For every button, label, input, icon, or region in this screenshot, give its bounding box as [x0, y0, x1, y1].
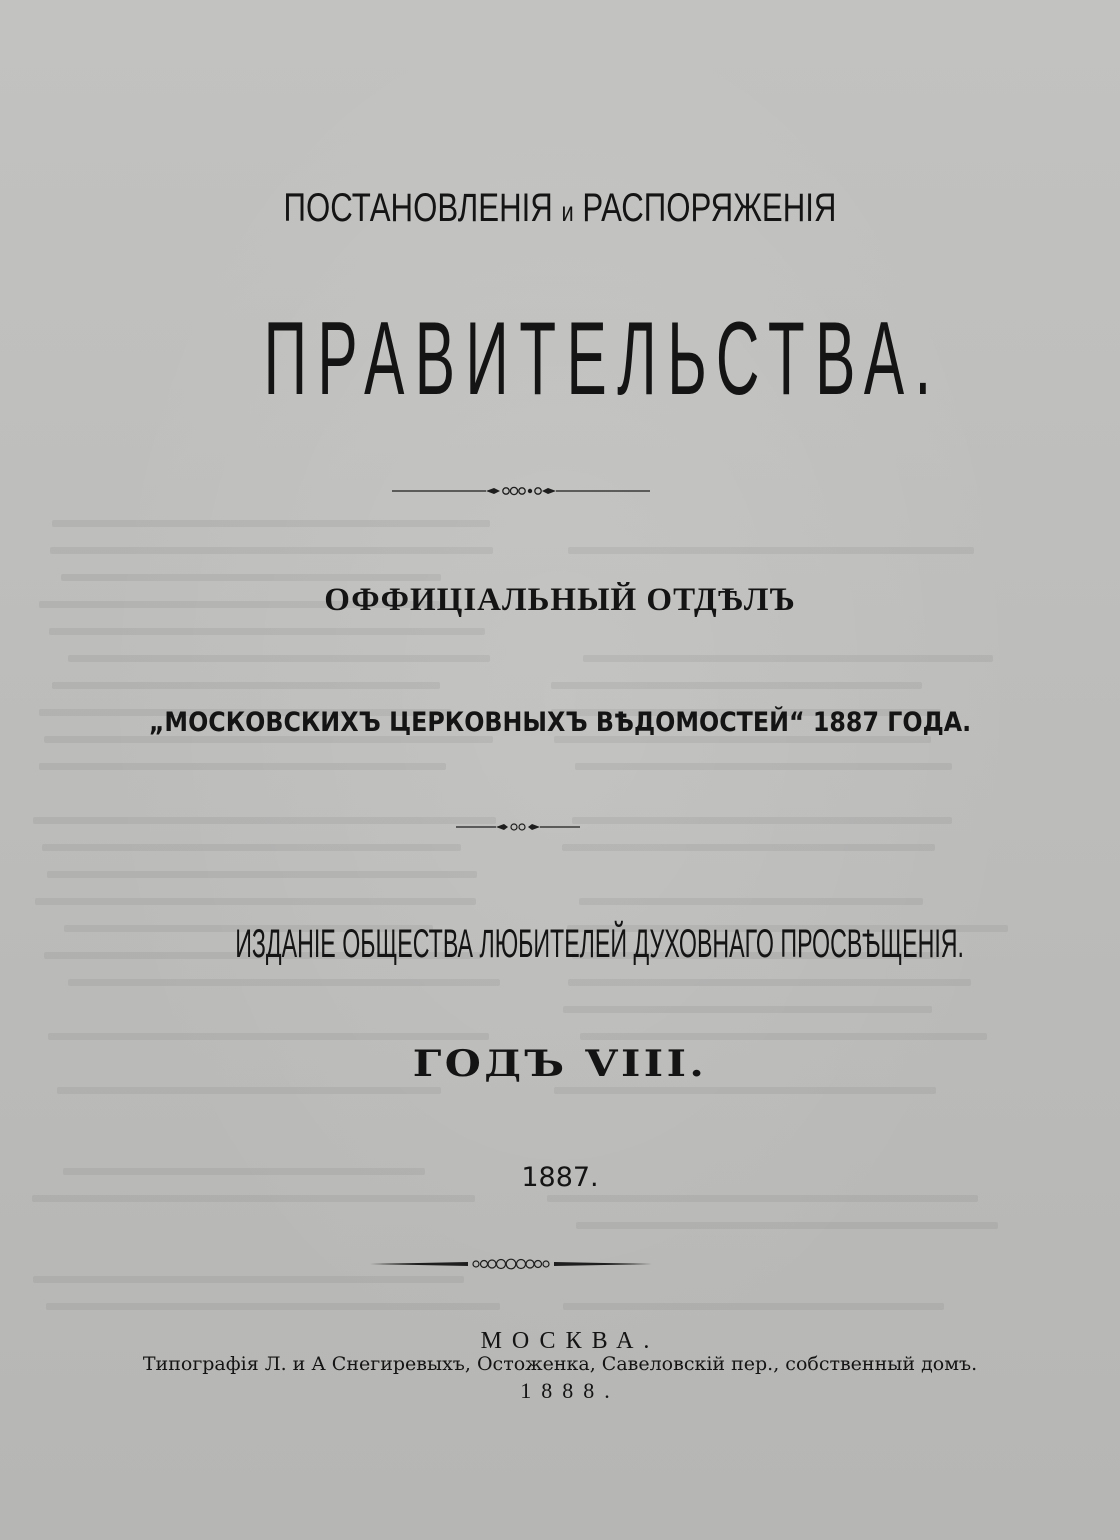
- imprint-city: МОСКВА.: [480, 1328, 660, 1354]
- bleed-through-line: [562, 844, 935, 851]
- bleed-through-line: [39, 763, 446, 770]
- volume-year-label: ГОДЪ VIII.: [412, 1043, 708, 1085]
- bleed-through-line: [551, 682, 922, 689]
- bleed-through-line: [576, 1222, 998, 1229]
- bleed-through-line: [35, 898, 476, 905]
- publisher-society: ИЗДАНІЕ ОБЩЕСТВА ЛЮБИТЕЛЕЙ ДУХОВНАГО ПРОСВѢЩЕНІЯ.: [235, 922, 964, 966]
- ornament-divider-1: [390, 484, 652, 498]
- bleed-through-line: [47, 871, 477, 878]
- bleed-through-line: [52, 520, 490, 527]
- bleed-through-line: [547, 1195, 978, 1202]
- bleed-through-line: [57, 1087, 441, 1094]
- bleed-through-line: [563, 1303, 944, 1310]
- bleed-through-line: [568, 979, 971, 986]
- ornament-divider-3: [368, 1256, 654, 1272]
- title-conjunction: и: [561, 196, 574, 227]
- bleed-through-line: [48, 1033, 489, 1040]
- bleed-through-line: [33, 1276, 464, 1283]
- bleed-through-line: [554, 1087, 936, 1094]
- bleed-through-line: [32, 1195, 475, 1202]
- bleed-through-line: [568, 547, 974, 554]
- bleed-through-line: [52, 682, 440, 689]
- bleed-through-line: [583, 655, 993, 662]
- bleed-through-line: [579, 898, 923, 905]
- bleed-through-line: [42, 844, 461, 851]
- ornament-divider-2: [454, 820, 582, 834]
- official-section-title: ОФФИЦІАЛЬНЫЙ ОТДѢЛЪ: [324, 582, 796, 618]
- bleed-through-line: [572, 817, 952, 824]
- title-government: ПРАВИТЕЛЬСТВА.: [263, 301, 942, 417]
- bleed-through-line: [575, 763, 952, 770]
- bleed-through-line: [68, 655, 490, 662]
- gazette-name: „МОСКОВСКИХЪ ЦЕРКОВНЫХЪ ВѢДОМОСТЕЙ“ 1887 ГОДА.: [148, 707, 972, 738]
- title-line-decrees: [123, 186, 997, 231]
- bleed-through-line: [46, 1303, 500, 1310]
- title-decrees-word: ПОСТАНОВЛЕНІЯ: [283, 186, 553, 230]
- bleed-through-line: [50, 547, 493, 554]
- title-orders-word: РАСПОРЯЖЕНІЯ: [582, 186, 837, 230]
- volume-year: 1887.: [521, 1162, 599, 1193]
- imprint-printer: Типографія Л. и А Снегиревыхъ, Остоженка, Савеловскій пер., собственный домъ.: [142, 1353, 978, 1375]
- bleed-through-line: [563, 1006, 932, 1013]
- bleed-through-line: [580, 1033, 987, 1040]
- bleed-through-line: [61, 574, 441, 581]
- bleed-through-line: [49, 628, 485, 635]
- imprint-year: 1888.: [520, 1378, 620, 1403]
- bleed-through-line: [68, 979, 500, 986]
- bleed-through-line: [33, 817, 496, 824]
